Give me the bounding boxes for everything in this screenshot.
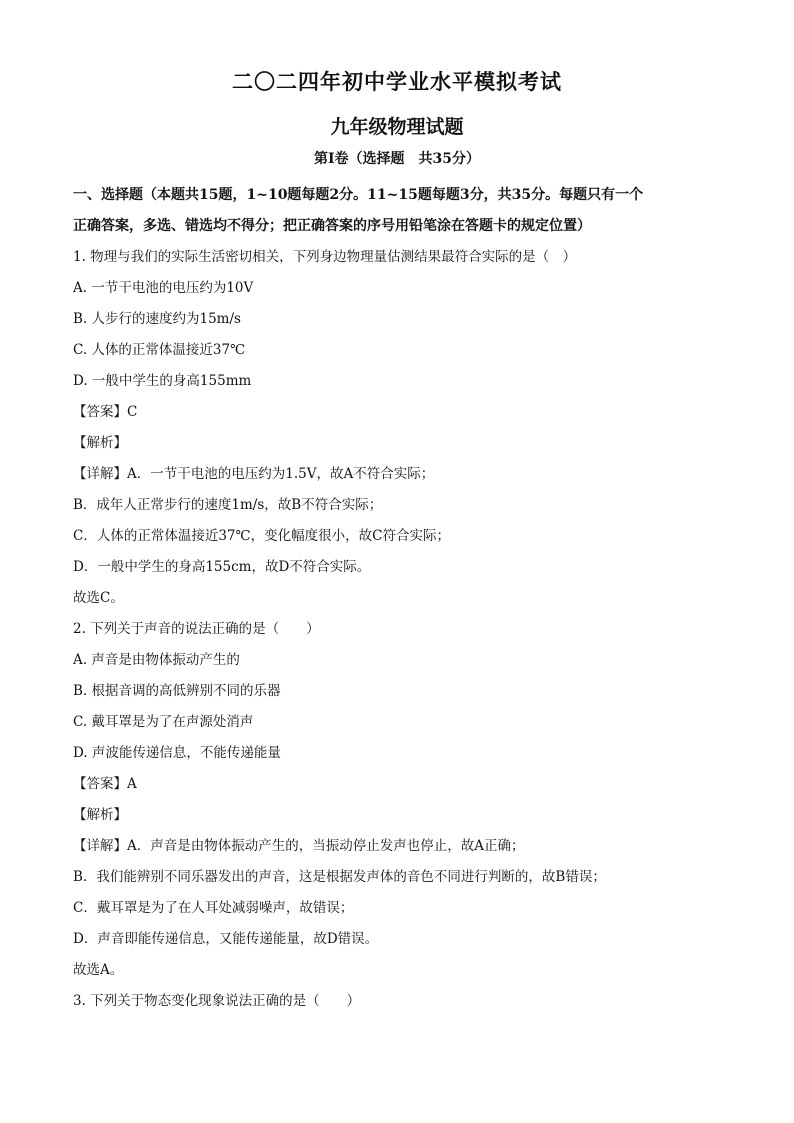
question-3 xyxy=(73,986,733,1017)
question-1-detail-a: 【详解】A．一节干电池的电压约为1.5V，故A不符合实际； xyxy=(73,466,435,482)
question-2-detail-c: C．戴耳罩是为了在人耳处减弱噪声，故错误； xyxy=(73,900,354,916)
question-1-detail-b: B．成年人正常步行的速度1m/s，故B不符合实际； xyxy=(73,497,383,513)
exam-subtitle: 九年级物理试题 xyxy=(330,116,464,138)
question-2-detail-d: D．声音即能传递信息，又能传递能量，故D错误。 xyxy=(73,931,379,947)
question-2-detail-b: B．我们能辨别不同乐器发出的声音，这是根据发声体的音色不同进行判断的，故B错误； xyxy=(73,869,606,885)
question-1-detail-c: C．人体的正常体温接近37℃，变化幅度很小，故C符合实际； xyxy=(73,528,450,544)
question-2-detail-a: 【详解】A．声音是由物体振动产生的，当振动停止发声也停止，故A正确； xyxy=(73,838,525,854)
question-1-detail-d: D．一般中学生的身高155cm，故D不符合实际。 xyxy=(73,559,371,575)
question-2-option-d: D. 声波能传递信息，不能传递能量 xyxy=(73,745,281,761)
question-2 xyxy=(73,614,733,986)
volume-heading: 第Ⅰ卷（选择题 共35分） xyxy=(313,151,481,167)
question-1-answer: 【答案】C xyxy=(73,404,138,420)
question-2-option-a: A. 声音是由物体振动产生的 xyxy=(73,652,240,668)
question-1-conclusion: 故选C。 xyxy=(73,590,124,606)
question-3-stem: 3. 下列关于物态变化现象说法正确的是（ ） xyxy=(73,993,361,1009)
exam-title: 二〇二四年初中学业水平模拟考试 xyxy=(232,69,562,94)
question-1-option-a: A. 一节干电池的电压约为10V xyxy=(73,280,254,296)
question-1 xyxy=(73,242,733,614)
section-heading-line-2: 正确答案，多选、错选均不得分；把正确答案的序号用铅笔涂在答题卡的规定位置） xyxy=(73,218,591,234)
exam-content xyxy=(73,180,733,1017)
question-1-option-c: C. 人体的正常体温接近37℃ xyxy=(73,342,246,358)
question-1-option-b: B. 人步行的速度约为15m/s xyxy=(73,311,241,327)
question-2-analysis-label: 【解析】 xyxy=(73,807,127,823)
question-2-stem: 2. 下列关于声音的说法正确的是（ ） xyxy=(73,621,320,637)
question-2-option-c: C. 戴耳罩是为了在声源处消声 xyxy=(73,714,254,730)
question-2-option-b: B. 根据音调的高低辨别不同的乐器 xyxy=(73,683,281,699)
question-2-conclusion: 故选A。 xyxy=(73,962,124,978)
question-1-option-d: D. 一般中学生的身高155mm xyxy=(73,373,252,389)
question-1-analysis-label: 【解析】 xyxy=(73,435,127,451)
section-heading-line-1: 一、选择题（本题共15题，1~10题每题2分。11~15题每题3分，共35分。每题只有一个 xyxy=(73,187,644,203)
section-heading xyxy=(73,180,733,242)
question-1-stem: 1. 物理与我们的实际生活密切相关，下列身边物理量估测结果最符合实际的是（ ） xyxy=(73,249,577,265)
question-2-answer: 【答案】A xyxy=(73,776,137,792)
